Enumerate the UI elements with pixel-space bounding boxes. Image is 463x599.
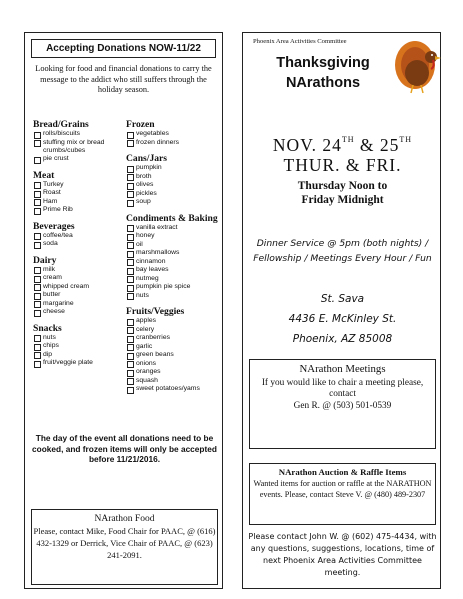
category-group bbox=[126, 213, 218, 301]
donation-item-label: Ham bbox=[43, 197, 58, 205]
donation-item bbox=[126, 326, 218, 335]
donation-item-label: vegetables bbox=[136, 130, 169, 137]
donation-item bbox=[126, 164, 218, 173]
dinner-line1: Dinner Service @ 5pm (both nights) / bbox=[256, 238, 429, 249]
donation-item-label: oranges bbox=[136, 368, 161, 375]
category-title: Beverages bbox=[33, 220, 75, 232]
donation-item bbox=[126, 249, 218, 258]
checkbox-icon[interactable] bbox=[127, 268, 134, 275]
checkbox-icon[interactable] bbox=[34, 284, 41, 291]
meetings-text: If you would like to chair a meeting please, contact bbox=[261, 377, 424, 399]
donation-notice: The day of the event all donations need to be cooked, and frozen items will only be accepted before 11/21/2016. bbox=[32, 433, 217, 464]
donation-item-label: nutmeg bbox=[136, 274, 159, 282]
event-time bbox=[243, 179, 442, 207]
checkbox-icon[interactable] bbox=[34, 276, 41, 283]
donation-item-label: broth bbox=[136, 172, 152, 180]
donations-intro: Looking for food and financial donations to carry the message to the addict who still suffers through the holiday season. bbox=[35, 64, 212, 94]
checkbox-icon[interactable] bbox=[34, 361, 41, 368]
category-title: Snacks bbox=[33, 322, 62, 334]
category-group bbox=[33, 255, 125, 317]
donation-item-label: cheese bbox=[43, 308, 65, 316]
donation-item-label: onions bbox=[136, 359, 157, 367]
donation-item bbox=[126, 351, 218, 360]
donation-item bbox=[126, 283, 218, 292]
checkbox-icon[interactable] bbox=[34, 140, 41, 147]
checkbox-icon[interactable] bbox=[127, 200, 134, 207]
donation-item-label: celery bbox=[136, 325, 155, 333]
category-title: Dairy bbox=[33, 254, 57, 266]
auction-box bbox=[249, 463, 436, 525]
donation-item-label: soup bbox=[136, 198, 151, 205]
checkbox-icon[interactable] bbox=[127, 344, 134, 351]
checkbox-icon[interactable] bbox=[34, 191, 41, 198]
checkbox-icon[interactable] bbox=[127, 285, 134, 292]
donation-item-label: chips bbox=[43, 342, 59, 350]
checkbox-icon[interactable] bbox=[127, 319, 134, 326]
donation-item bbox=[33, 240, 125, 249]
checkbox-icon[interactable] bbox=[127, 242, 134, 249]
venue-city: Phoenix, AZ 85008 bbox=[292, 333, 393, 345]
donation-item-label: pumpkin bbox=[136, 164, 162, 171]
checkbox-icon[interactable] bbox=[34, 335, 41, 342]
donation-item-label: whipped cream bbox=[43, 282, 90, 290]
food-box bbox=[31, 509, 218, 585]
donations-panel bbox=[24, 32, 223, 589]
checkbox-icon[interactable] bbox=[34, 267, 41, 274]
donation-item-label: garlic bbox=[136, 342, 153, 350]
donation-item bbox=[126, 334, 218, 343]
date-sup-a: TH bbox=[341, 135, 355, 144]
donation-item-label: dip bbox=[43, 350, 53, 358]
checkbox-icon[interactable] bbox=[127, 336, 134, 343]
committee-name: Phoenix Area Activities Committee bbox=[253, 38, 347, 45]
category-group bbox=[33, 323, 125, 368]
dinner-info bbox=[243, 236, 442, 266]
donation-item bbox=[33, 291, 125, 300]
donation-item bbox=[33, 342, 125, 351]
donation-item-label: soda bbox=[43, 240, 58, 248]
category-title: Frozen bbox=[126, 119, 155, 130]
venue-street: 4436 E. McKinley St. bbox=[288, 313, 397, 325]
checkbox-icon[interactable] bbox=[34, 199, 41, 206]
donation-item bbox=[126, 173, 218, 182]
checkbox-icon[interactable] bbox=[127, 327, 134, 334]
checkbox-icon[interactable] bbox=[127, 183, 134, 190]
donation-item bbox=[126, 224, 218, 233]
event-title-line2: NArathons bbox=[285, 75, 361, 91]
donation-item-label: stuffing mix or bread crumbs/cubes bbox=[43, 138, 105, 154]
meetings-contact: Gen R. @ (503) 501-0539 bbox=[293, 400, 392, 411]
donation-item-label: fruit/veggie plate bbox=[43, 359, 93, 367]
donation-item bbox=[126, 266, 218, 275]
donation-item-label: honey bbox=[136, 232, 155, 239]
checkbox-icon[interactable] bbox=[127, 378, 134, 385]
donation-item bbox=[33, 189, 125, 198]
time-line2: Friday Midnight bbox=[301, 194, 384, 206]
date-a: NOV. 24 bbox=[272, 135, 342, 155]
donation-item bbox=[33, 334, 125, 343]
turkey-icon bbox=[393, 35, 443, 95]
donation-item-label: frozen dinners bbox=[136, 138, 180, 146]
donation-item-label: cream bbox=[43, 274, 62, 282]
donation-item bbox=[126, 190, 218, 199]
donation-item-label: nuts bbox=[43, 333, 56, 341]
checkbox-icon[interactable] bbox=[34, 242, 41, 249]
donation-item-label: sweet potatoes/yams bbox=[136, 385, 200, 392]
checkbox-icon[interactable] bbox=[127, 387, 134, 394]
checkbox-icon[interactable] bbox=[34, 301, 41, 308]
checkbox-icon[interactable] bbox=[34, 310, 41, 317]
contact-info: Please contact John W. @ (602) 475-4434, with any questions, suggestions, locations, time of next Phoenix Area Activities Committee meeting. bbox=[248, 532, 437, 577]
donation-item bbox=[126, 343, 218, 352]
checkbox-icon[interactable] bbox=[127, 353, 134, 360]
donation-item-label: margarine bbox=[43, 299, 74, 307]
donation-item-label: bay leaves bbox=[136, 266, 169, 273]
donation-item-label: cinnamon bbox=[136, 257, 166, 265]
checkbox-icon[interactable] bbox=[127, 234, 134, 241]
checkbox-icon[interactable] bbox=[127, 251, 134, 258]
event-days: THUR. & FRI. bbox=[283, 155, 402, 175]
donation-item bbox=[126, 360, 218, 369]
dinner-line2: Fellowship / Meetings Every Hour / Fun bbox=[253, 253, 432, 264]
donation-item-label: milk bbox=[43, 265, 56, 273]
donation-item bbox=[126, 258, 218, 267]
checkbox-icon[interactable] bbox=[34, 132, 41, 139]
venue-name: St. Sava bbox=[320, 293, 365, 305]
checkbox-icon[interactable] bbox=[127, 370, 134, 377]
event-title-line1: Thanksgiving bbox=[276, 55, 370, 71]
donation-list bbox=[33, 119, 219, 409]
donation-item bbox=[126, 198, 218, 207]
category-group bbox=[33, 221, 125, 249]
checkbox-icon[interactable] bbox=[34, 157, 41, 164]
category-group bbox=[126, 306, 218, 394]
checkbox-icon[interactable] bbox=[34, 293, 41, 300]
donation-item-label: marshmallows bbox=[136, 249, 180, 256]
donation-column-1 bbox=[33, 119, 125, 368]
category-group bbox=[126, 119, 218, 147]
donation-item bbox=[126, 377, 218, 386]
checkbox-icon[interactable] bbox=[127, 293, 134, 300]
meetings-title: NArathon Meetings bbox=[299, 363, 386, 375]
donation-item-label: pickles bbox=[136, 189, 157, 197]
meetings-box bbox=[249, 359, 436, 449]
donation-item bbox=[33, 206, 125, 215]
checkbox-icon[interactable] bbox=[127, 361, 134, 368]
donation-item-label: pumpkin pie spice bbox=[136, 283, 191, 290]
donation-column-2 bbox=[126, 119, 218, 394]
donation-item-label: oil bbox=[136, 240, 143, 248]
food-title: NArathon Food bbox=[94, 514, 155, 524]
donation-item bbox=[126, 385, 218, 394]
auction-title: NArathon Auction & Raffle Items bbox=[278, 467, 407, 477]
checkbox-icon[interactable] bbox=[127, 166, 134, 173]
checkbox-icon[interactable] bbox=[34, 208, 41, 215]
donation-item-label: Prime Rib bbox=[43, 206, 73, 214]
donation-item-label: green beans bbox=[136, 351, 174, 358]
donation-item bbox=[33, 181, 125, 190]
donation-item bbox=[33, 139, 125, 156]
food-text: Please, contact Mike, Food Chair for PAAC, @ (616) 432-1329 or Derrick, Vice Chair of PAAC, @ (623) 241-2091. bbox=[33, 526, 216, 560]
donation-item bbox=[33, 283, 125, 292]
donation-item bbox=[33, 300, 125, 309]
donation-item bbox=[33, 351, 125, 360]
checkbox-icon[interactable] bbox=[127, 174, 134, 181]
donation-item bbox=[126, 275, 218, 284]
checkbox-icon[interactable] bbox=[34, 352, 41, 359]
donation-item bbox=[33, 308, 125, 317]
donation-item bbox=[33, 155, 125, 164]
donation-item bbox=[126, 241, 218, 250]
checkbox-icon[interactable] bbox=[127, 276, 134, 283]
checkbox-icon[interactable] bbox=[127, 132, 134, 139]
donation-item bbox=[33, 266, 125, 275]
checkbox-icon[interactable] bbox=[34, 182, 41, 189]
donation-item-label: squash bbox=[136, 376, 158, 384]
date-b: & 25 bbox=[354, 135, 400, 155]
donations-header: Accepting Donations NOW-11/22 bbox=[31, 39, 216, 58]
category-title: Fruits/Veggies bbox=[126, 306, 185, 317]
category-group bbox=[126, 153, 218, 207]
category-group bbox=[33, 170, 125, 215]
donation-item bbox=[126, 368, 218, 377]
donation-item-label: Turkey bbox=[43, 180, 64, 188]
donation-item bbox=[33, 359, 125, 368]
category-title: Meat bbox=[33, 169, 55, 181]
checkbox-icon[interactable] bbox=[127, 191, 134, 198]
donation-item bbox=[126, 139, 218, 148]
auction-text: Wanted items for auction or raffle at the NARATHON events. Please, contact Steve V. @ (480) 489-2307 bbox=[253, 479, 432, 499]
donation-item bbox=[126, 292, 218, 301]
category-title: Cans/Jars bbox=[126, 153, 168, 164]
checkbox-icon[interactable] bbox=[127, 225, 134, 232]
donation-item bbox=[126, 317, 218, 326]
donation-item-label: apples bbox=[136, 317, 157, 324]
donation-item-label: butter bbox=[43, 291, 61, 299]
donation-item-label: vanilla extract bbox=[136, 223, 178, 231]
checkbox-icon[interactable] bbox=[34, 344, 41, 351]
donation-item-label: olives bbox=[136, 181, 154, 188]
donation-item bbox=[33, 130, 125, 139]
donation-item bbox=[33, 198, 125, 207]
category-title: Bread/Grains bbox=[33, 119, 89, 130]
date-sup-b: TH bbox=[399, 135, 413, 144]
donation-item-label: rolls/biscuits bbox=[43, 130, 81, 137]
donation-item bbox=[126, 181, 218, 190]
category-title: Condiments & Baking bbox=[126, 212, 218, 224]
category-group bbox=[33, 119, 125, 164]
donation-item-label: cranberries bbox=[136, 334, 170, 341]
time-line1: Thursday Noon to bbox=[297, 180, 388, 192]
donation-item bbox=[33, 274, 125, 283]
donation-item-label: Roast bbox=[43, 189, 61, 197]
donation-item-label: nuts bbox=[136, 291, 149, 299]
checkbox-icon[interactable] bbox=[127, 259, 134, 266]
donation-item-label: coffee/tea bbox=[43, 231, 73, 239]
checkbox-icon[interactable] bbox=[127, 140, 134, 147]
donation-item bbox=[126, 130, 218, 139]
donation-item-label: pie crust bbox=[43, 155, 69, 163]
donation-item bbox=[33, 232, 125, 241]
checkbox-icon[interactable] bbox=[34, 233, 41, 240]
donation-item bbox=[126, 232, 218, 241]
event-dates bbox=[243, 135, 442, 156]
event-panel bbox=[242, 32, 441, 589]
